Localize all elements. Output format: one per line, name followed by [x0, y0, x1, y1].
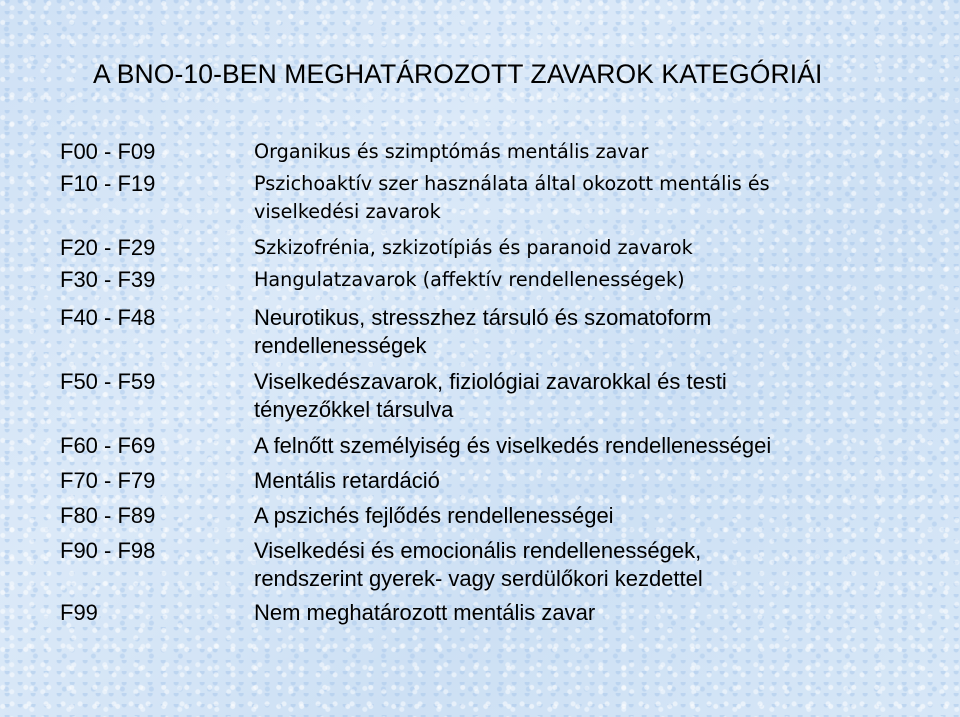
- category-row: [60, 537, 940, 599]
- category-code: F00 - F09: [60, 139, 156, 164]
- category-list: [60, 138, 940, 631]
- category-description: Hangulatzavarok (affektív rendellenességek): [254, 268, 685, 291]
- category-row: [60, 170, 940, 234]
- category-description: A pszichés fejlődés rendellenességei: [254, 503, 614, 528]
- category-row: [60, 467, 940, 502]
- category-row: [60, 266, 940, 304]
- category-code: F90 - F98: [60, 538, 156, 563]
- category-row: [60, 138, 940, 170]
- category-code: F40 - F48: [60, 305, 156, 330]
- category-code: F70 - F79: [60, 468, 156, 493]
- category-description: Mentális retardáció: [254, 468, 440, 493]
- category-code: F30 - F39: [60, 267, 156, 292]
- category-code: F10 - F19: [60, 171, 156, 196]
- category-description: A felnőtt személyiség és viselkedés rendellenességei: [254, 433, 772, 458]
- category-description: Nem meghatározott mentális zavar: [254, 600, 596, 625]
- category-row: [60, 234, 940, 266]
- category-row: [60, 304, 940, 368]
- category-description: Pszichoaktív szer használata által okozott mentális és viselkedési zavarok: [254, 172, 770, 223]
- category-description: Szkizofrénia, szkizotípiás és paranoid zavarok: [254, 236, 693, 259]
- category-description: Viselkedési és emocionális rendellenességek, rendszerint gyerek- vagy serdülőkori kezdettel: [254, 538, 703, 591]
- category-row: [60, 432, 940, 467]
- category-code: F60 - F69: [60, 433, 156, 458]
- category-code: F99: [60, 600, 98, 625]
- category-row: [60, 368, 940, 432]
- category-row: [60, 599, 940, 631]
- category-code: F20 - F29: [60, 235, 156, 260]
- category-row: [60, 502, 940, 537]
- slide-title: A BNO-10-BEN MEGHATÁROZOTT ZAVAROK KATEGÓRIÁI: [93, 59, 823, 89]
- category-description: Viselkedészavarok, fiziológiai zavarokkal és testi tényezőkkel társulva: [254, 369, 727, 422]
- category-description: Neurotikus, stresszhez társuló és szomatoform rendellenességek: [254, 305, 712, 358]
- category-code: F50 - F59: [60, 369, 156, 394]
- category-description: Organikus és szimptómás mentális zavar: [254, 140, 649, 163]
- category-code: F80 - F89: [60, 503, 156, 528]
